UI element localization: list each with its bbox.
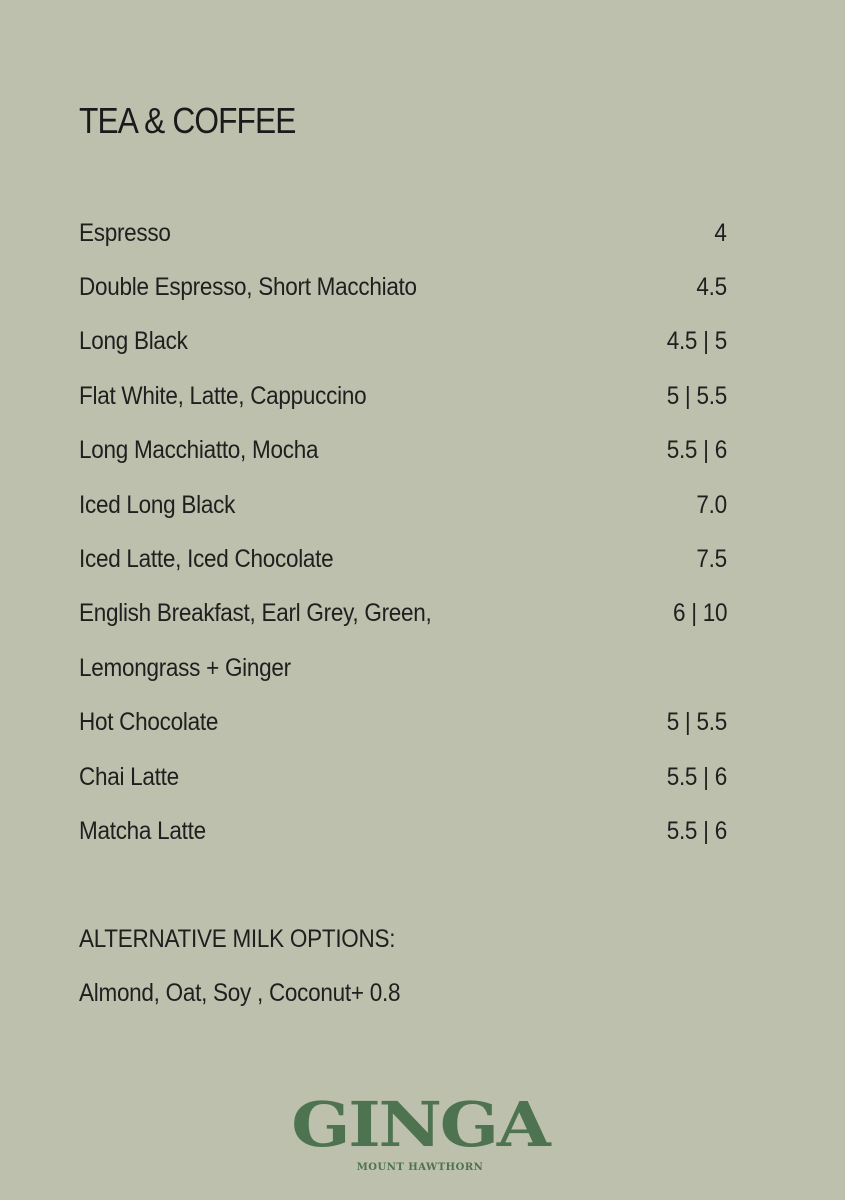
menu-item-price: 5 | 5.5 <box>666 381 727 410</box>
logo-subtitle: MOUNT HAWTHORN <box>356 1162 484 1173</box>
menu-item-name: Lemongrass + Ginger <box>79 653 291 682</box>
menu-item-name: Long Macchiatto, Mocha <box>79 436 319 465</box>
menu-item <box>79 696 727 750</box>
menu-item-name: Espresso <box>79 218 171 247</box>
logo-wordmark: GINGA <box>291 1088 549 1161</box>
menu-item-price: 5 | 5.5 <box>666 708 727 737</box>
menu-item <box>79 424 727 478</box>
menu-item <box>79 478 727 532</box>
menu-item-name: Matcha Latte <box>79 816 206 845</box>
milk-options-section <box>79 912 436 1020</box>
menu-item <box>79 750 727 804</box>
menu-item <box>79 587 727 641</box>
menu-item <box>79 532 727 586</box>
menu-list <box>79 206 727 859</box>
menu-item <box>79 804 727 858</box>
menu-item-price: 7.0 <box>696 490 727 519</box>
menu-item-price: 6 | 10 <box>672 599 727 628</box>
menu-item-name: Double Espresso, Short Macchiato <box>79 273 417 302</box>
page-title: TEA & COFFEE <box>79 100 296 141</box>
menu-item-name: Flat White, Latte, Cappuccino <box>79 381 367 410</box>
menu-item-price: 4 <box>714 218 727 247</box>
menu-item <box>79 315 727 369</box>
menu-item-price: 4.5 <box>696 273 727 302</box>
menu-item-name: English Breakfast, Earl Grey, Green, <box>79 599 432 628</box>
menu-item-name: Chai Latte <box>79 762 179 791</box>
menu-item-price: 5.5 | 6 <box>666 762 727 791</box>
menu-item-price: 5.5 | 6 <box>666 816 727 845</box>
menu-item-name: Hot Chocolate <box>79 708 219 737</box>
ginga-logo <box>290 1088 550 1173</box>
menu-item-name: Iced Latte, Iced Chocolate <box>79 545 334 574</box>
menu-item <box>79 206 727 260</box>
menu-item <box>79 260 727 314</box>
menu-item-name: Long Black <box>79 327 188 356</box>
menu-item-price: 5.5 | 6 <box>666 436 727 465</box>
menu-item-name: Iced Long Black <box>79 490 236 519</box>
menu-item <box>79 641 727 695</box>
menu-item-price: 7.5 <box>696 545 727 574</box>
menu-item <box>79 369 727 423</box>
milk-options-heading: ALTERNATIVE MILK OPTIONS: <box>79 924 396 953</box>
menu-item-price: 4.5 | 5 <box>666 327 727 356</box>
milk-options-list: Almond, Oat, Soy , Coconut+ 0.8 <box>79 978 401 1007</box>
